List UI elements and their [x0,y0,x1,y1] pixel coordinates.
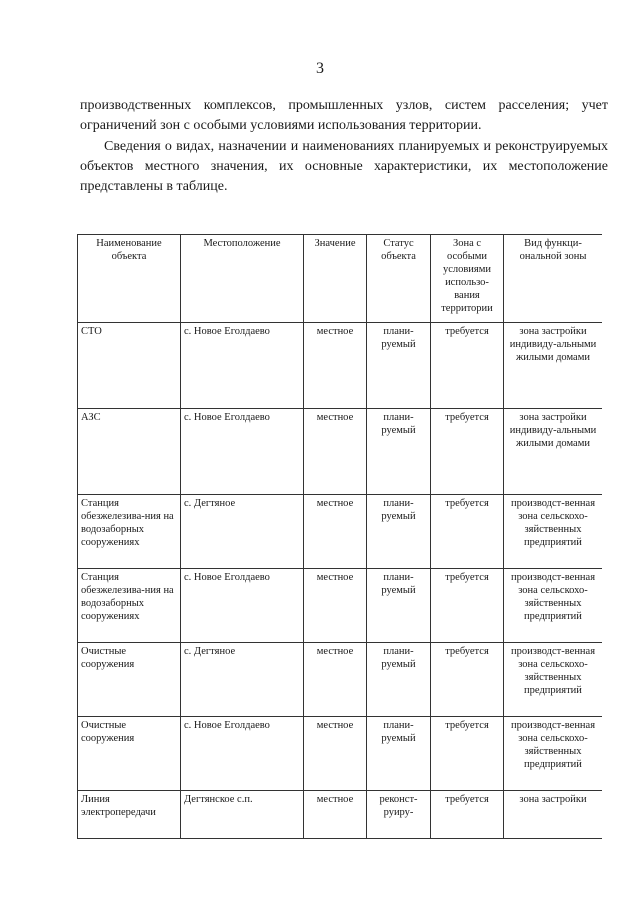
cell-functional-zone: производст-венная зона сельскохо-зяйственных предприятий [504,569,603,643]
cell-functional-zone: зона застройки индивиду-альными жилыми домами [504,409,603,495]
cell-status: плани-руемый [367,643,431,717]
cell-functional-zone: производст-венная зона сельскохо-зяйственных предприятий [504,495,603,569]
cell-significance: местное [304,569,367,643]
cell-status: реконст-руиру- [367,791,431,839]
intro-paragraph: производственных комплексов, промышленных узлов, систем расселения; учет ограничений зон с особыми условиями использования территории. [80,98,608,133]
cell-status: плани-руемый [367,323,431,409]
cell-functional-zone: производст-венная зона сельскохо-зяйственных предприятий [504,717,603,791]
cell-status: плани-руемый [367,717,431,791]
cell-significance: местное [304,409,367,495]
cell-status: плани-руемый [367,495,431,569]
cell-status: плани-руемый [367,569,431,643]
header-object-name: Наименование объекта [78,235,181,323]
cell-object-name: Очистные сооружения [78,717,181,791]
cell-special-zone: требуется [431,495,504,569]
header-special-zone: Зона с особыми условиями использо-вания территории [431,235,504,323]
cell-significance: местное [304,791,367,839]
header-location: Местоположение [181,235,304,323]
cell-location: с. Новое Еголдаево [181,323,304,409]
cell-object-name: Линия электропередачи [78,791,181,839]
cell-object-name: АЗС [78,409,181,495]
cell-significance: местное [304,495,367,569]
cell-location: с. Новое Еголдаево [181,717,304,791]
table-row [78,495,603,569]
cell-special-zone: требуется [431,643,504,717]
cell-special-zone: требуется [431,323,504,409]
table-row [78,791,603,839]
cell-location: с. Дегтяное [181,643,304,717]
header-significance: Значение [304,235,367,323]
page-number: 3 [316,60,324,77]
header-status: Статус объекта [367,235,431,323]
table-row [78,409,603,495]
cell-object-name: Станция обезжелезива-ния на водозаборных сооружениях [78,569,181,643]
cell-special-zone: требуется [431,569,504,643]
header-functional-zone: Вид функци-ональной зоны [504,235,603,323]
cell-object-name: Станция обезжелезива-ния на водозаборных сооружениях [78,495,181,569]
cell-location: с. Новое Еголдаево [181,569,304,643]
table-row [78,323,603,409]
cell-significance: местное [304,643,367,717]
table-row [78,643,603,717]
cell-location: с. Новое Еголдаево [181,409,304,495]
table-row [78,717,603,791]
cell-significance: местное [304,323,367,409]
objects-table [77,234,602,839]
cell-location: с. Дегтяное [181,495,304,569]
cell-location: Дегтянское с.п. [181,791,304,839]
cell-special-zone: требуется [431,409,504,495]
table-header-row [78,235,603,323]
cell-significance: местное [304,717,367,791]
table-row [78,569,603,643]
cell-functional-zone: зона застройки индивиду-альными жилыми домами [504,323,603,409]
cell-functional-zone: производст-венная зона сельскохо-зяйственных предприятий [504,643,603,717]
cell-special-zone: требуется [431,717,504,791]
cell-object-name: Очистные сооружения [78,643,181,717]
objects-table-container [77,234,602,864]
cell-functional-zone: зона застройки [504,791,603,839]
cell-status: плани-руемый [367,409,431,495]
description-paragraph: Сведения о видах, назначении и наименованиях планируемых и реконструируемых объектов местного значения, их основные характеристики, их местоположение представлены в таблице. [80,139,608,194]
cell-object-name: СТО [78,323,181,409]
cell-special-zone: требуется [431,791,504,839]
